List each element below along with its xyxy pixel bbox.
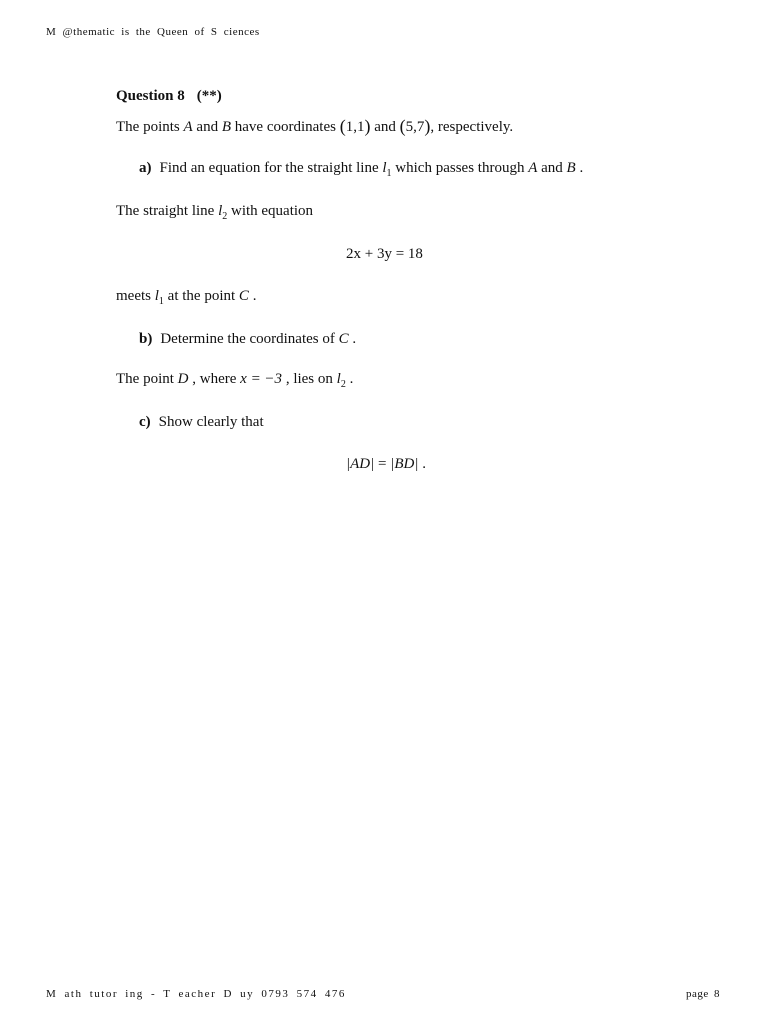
intro-post: , respectively. — [430, 119, 514, 135]
line2-intro — [116, 203, 313, 220]
point-b: B — [221, 119, 232, 135]
part-c-label: c) — [139, 414, 151, 430]
page-header: M @thematic is the Queen of S ciences — [46, 26, 260, 38]
part-a-text-mid: which passes through — [391, 160, 529, 176]
part-a-text-post: . — [575, 160, 584, 176]
part-a-line-symbol: l — [382, 160, 387, 176]
part-a-and: and — [537, 160, 567, 176]
coord-b: 5,7 — [405, 119, 425, 135]
coord-a: 1,1 — [345, 119, 365, 135]
part-c-text: Show clearly that — [158, 414, 264, 430]
meets-sub: 1 — [158, 296, 164, 307]
meets-symbol: l — [154, 288, 159, 304]
paren-close-a: ) — [364, 116, 371, 136]
point-d-text-pre: The point — [116, 371, 178, 387]
point-d-text-post: . — [345, 371, 354, 387]
part-a-text-pre: Find an equation for the straight line — [159, 160, 383, 176]
line2-equation: 2x + 3y = 18 — [346, 246, 423, 262]
part-b-text-pre: Determine the coordinates of — [160, 331, 339, 347]
meets-post: . — [248, 288, 257, 304]
point-d-line-symbol: l — [336, 371, 341, 387]
equation-equals: = — [374, 456, 391, 472]
meets-point: C — [238, 288, 249, 304]
point-d-text-mid: , where — [188, 371, 241, 387]
footer-page-number: page 8 — [685, 988, 720, 1000]
intro-and-1: and — [192, 119, 222, 135]
part-b-text-post: . — [348, 331, 357, 347]
part-c-equation — [346, 456, 426, 473]
point-d-line — [116, 371, 353, 388]
meets-mid: at the point — [163, 288, 239, 304]
point-d-line-sub: 2 — [340, 379, 346, 390]
meets-pre: meets — [116, 288, 155, 304]
point-d-condition: x = −3 — [240, 371, 283, 387]
intro-pre: The points — [116, 119, 184, 135]
question-number: Question 8 — [116, 88, 185, 104]
paren-close-b: ) — [424, 116, 431, 136]
part-c — [139, 414, 264, 431]
line2-text-post: with equation — [227, 203, 314, 219]
point-a: A — [183, 119, 193, 135]
difficulty-stars: (**) — [196, 88, 222, 104]
intro-mid: have coordinates — [231, 119, 340, 135]
point-d-symbol: D — [177, 371, 189, 387]
line2-symbol: l — [218, 203, 223, 219]
question-title — [116, 88, 222, 105]
equation-left: |AD| — [346, 456, 375, 472]
part-a — [139, 160, 583, 177]
intro-and-2: and — [370, 119, 400, 135]
paren-open-a: ( — [339, 116, 346, 136]
equation-right: |BD| — [390, 456, 419, 472]
part-b — [139, 331, 356, 348]
equation-post: . — [418, 456, 426, 472]
point-d-text-mid2: , lies on — [282, 371, 337, 387]
line2-text-pre: The straight line — [116, 203, 219, 219]
part-a-line-sub: 1 — [386, 168, 392, 179]
footer-tutor-info: M ath tutor ing - T eacher D uy 0793 574 476 — [46, 988, 346, 1000]
paren-open-b: ( — [399, 116, 406, 136]
question-intro — [116, 115, 513, 136]
part-b-point: C — [338, 331, 349, 347]
part-b-label: b) — [139, 331, 153, 347]
part-a-point-a: A — [528, 160, 538, 176]
part-a-point-b: B — [566, 160, 576, 176]
meets-line — [116, 288, 256, 305]
line2-sub: 2 — [222, 211, 228, 222]
part-a-label: a) — [139, 160, 152, 176]
